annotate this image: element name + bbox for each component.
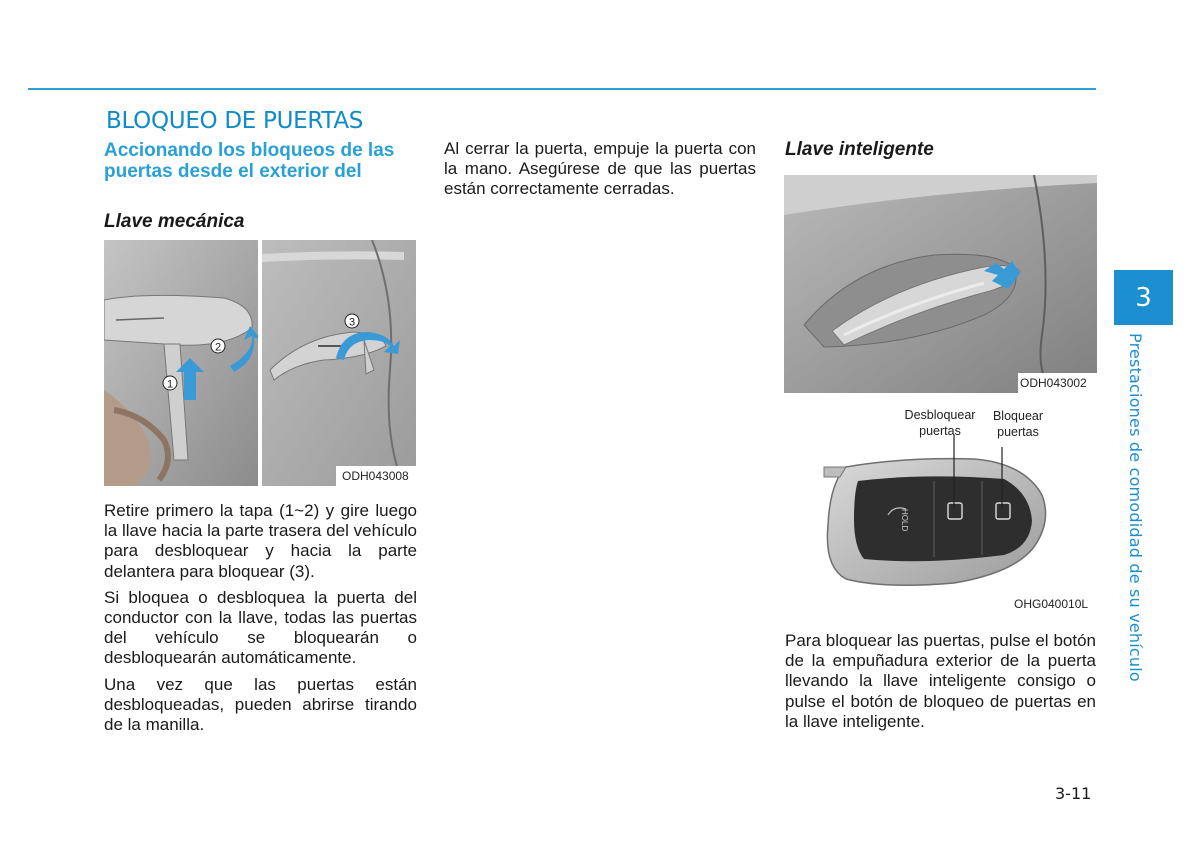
col3-body (785, 631, 1096, 738)
col1-body (104, 501, 417, 741)
col2-body (444, 139, 756, 206)
marker-2: 2 (214, 341, 222, 354)
figure-door-handle (784, 175, 1097, 393)
figure-code-mechanical-key: ODH043008 (342, 469, 409, 483)
top-rule (28, 88, 1096, 90)
figure-mechanical-key (104, 240, 416, 486)
paragraph: Retire primero la tapa (1~2) y gire luego la llave hacia la parte trasera del vehículo para desbloquear y hacia la parte delantera para bloquear (3). (104, 501, 417, 581)
paragraph: Al cerrar la puerta, empuje la puerta con la mano. Asegúrese de que las puertas están correctamente cerradas. (444, 139, 756, 199)
lock-label: Bloquear puertas (992, 409, 1044, 439)
section-title: BLOQUEO DE PUERTAS (106, 108, 364, 134)
unlock-label: Desbloquear puertas (904, 408, 976, 438)
subheading: Accionando los bloqueos de las puertas desde el exterior del (104, 140, 395, 182)
paragraph: Una vez que las puertas están desbloqueadas, pueden abrirse tirando de la manilla. (104, 674, 417, 735)
chapter-number: 3 (1135, 282, 1152, 313)
paragraph: Para bloquear las puertas, pulse el botón de la empuñadura exterior de la puerta llevando la llave inteligente consigo o pulse el botón de bloqueo de puertas en la llave inteligente. (785, 631, 1096, 731)
marker-1: 1 (166, 378, 174, 391)
page-number: 3-11 (1055, 784, 1092, 803)
hold-text: HOLD (900, 509, 909, 532)
figure-code-door-handle: ODH043002 (1020, 376, 1087, 390)
chapter-tab[interactable] (1114, 270, 1173, 325)
marker-3: 3 (348, 316, 356, 329)
paragraph: Si bloquea o desbloquea la puerta del conductor con la llave, todas las puertas del vehículo se bloquearán o desbloquearán automáticamente. (104, 587, 417, 668)
chapter-title: Prestaciones de comodidad de su vehículo (1126, 333, 1145, 682)
mechanical-key-heading: Llave mecánica (104, 211, 245, 232)
smart-key-heading: Llave inteligente (785, 139, 934, 160)
figure-code-smart-key: OHG040010L (1014, 597, 1089, 611)
